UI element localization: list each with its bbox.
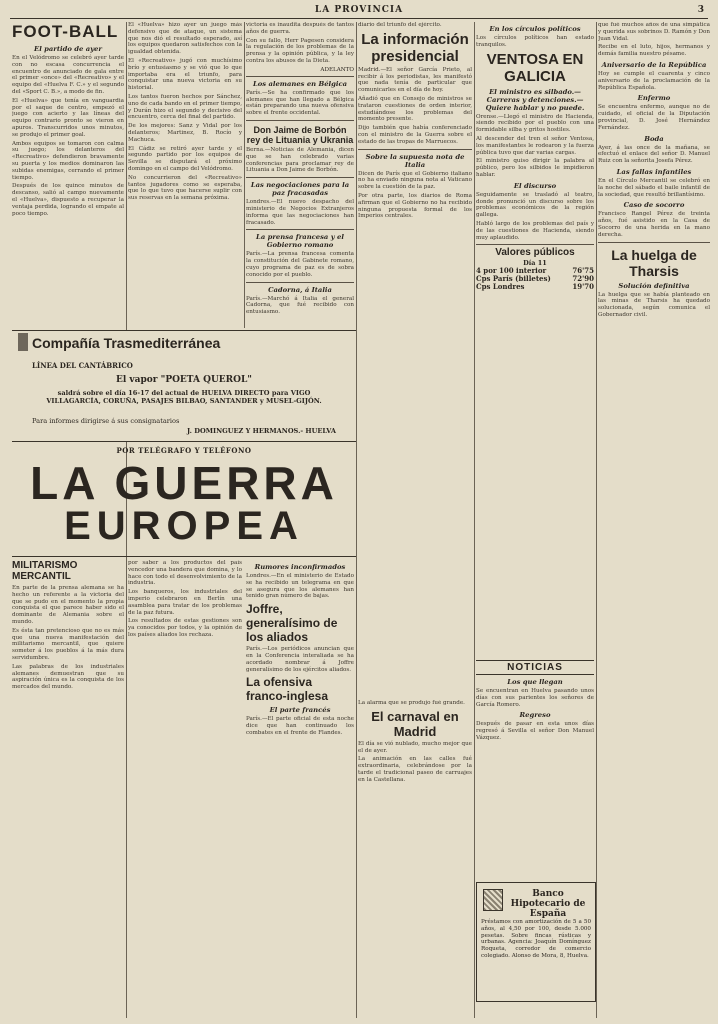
news-heading: Las negociaciones para la paz fracasadas [250, 181, 350, 198]
column-rule [474, 22, 475, 1018]
tharsis-subhead: Solución definitiva [618, 281, 690, 290]
article-paragraph: No concurrieron del «Recreativo» tantos jugadores como se esperaba, que lo que tuvo que hacerse suplir con sus reservas en la semana próxima. [128, 174, 242, 202]
football-headline: FOOT-BALL [12, 22, 119, 41]
ventosa-subhead: El ministro es silbado.—Carreras y detenciones.—Quiere hablar y no puede. [485, 87, 585, 112]
article-paragraph: Orense.—Llegó el ministro de Hacienda, siendo recibido por el pueblo con una formidable silba y gritos hostiles. [476, 113, 594, 134]
guerra-kicker: POR TELÉGRAFO Y TELÉFONO [116, 446, 252, 455]
article-paragraph: Ambos equipos se tomaron con calma su juego; los delanteros del «Recreativo» defendieron bravamente su puerta y los medios dominaron las subidas enemigas, cerrando el primer tiempo. [12, 140, 124, 181]
trasmediterranea-ad [12, 330, 356, 442]
article-paragraph: Añadió que en Consejo de ministros se trataron cuestiones de orden interior, estudiándose los problemas del momento presente. [358, 95, 472, 123]
article-paragraph: El día se vió nublado, mucho mejor que el de ayer. [358, 740, 472, 754]
column-militarismo [12, 560, 124, 1016]
article-paragraph: que fué muchos años de una simpática y querida sus sobrinos D. Ramón y Don Juan Vidal. [598, 22, 710, 42]
article-paragraph: El «Recreativo» jugó con muchísimo brío y entusiasmo y se vió que lo que importaba era el triunfo, para conquistar una nueva victoria en su historial. [128, 57, 242, 92]
valor-value: 76'75 [572, 266, 594, 276]
column-militarismo-cont [128, 560, 242, 1016]
masthead [10, 4, 708, 19]
article-paragraph: París.—El parte oficial de esta noche dice que han continuado los combates en el frente de Flandes. [246, 716, 354, 736]
news-heading: Don Jaime de Borbón rey de Lituania y Ukrania [246, 124, 354, 145]
article-paragraph: El «Huelva» hizo ayer un juego más defensivo que de ataque, un sistema que nos dió el resultado esperado, así los equipos quedaron satisfechos con la igualdad obtenida. [128, 22, 242, 56]
militarismo-headline: MILITARISMO MERCANTIL [12, 560, 78, 582]
flag-icon [18, 333, 28, 351]
article-paragraph: Hoy se cumple el cuarenta y cinco aniversario de la proclamación de la República Española. [598, 70, 710, 91]
article-paragraph: Recibe en el luto, hijos, hermanos y demás familia nuestro pésame. [598, 44, 710, 58]
news-heading: Rumores inconfirmados [254, 563, 346, 571]
article-paragraph: París.—Marchó á Italia el general Cadorna, que fué recibido con entusiasmo. [246, 295, 354, 316]
article-paragraph: Seguidamente se trasladó al teatro, donde pronunció un discurso sobre los problemas económicos de la región gallega. [476, 191, 594, 219]
article-paragraph: En el Círculo Mercantil se celebró en la noche del sábado el baile infantil de la sociedad, que resultó brillantísimo. [598, 177, 710, 198]
valor-label: Cps París (billetes) [476, 274, 551, 284]
tharsis-headline: La huelga de Tharsis [611, 246, 697, 279]
valor-label: Cps Londres [476, 282, 525, 292]
valores-day: Día 11 [523, 259, 547, 268]
article-paragraph: Los resultados de estas gestiones son ya conocidos por todos, y la opinión de los países aliados los rechaza. [128, 618, 242, 638]
news-heading: Los que llegan [507, 678, 563, 686]
ad-info: Para informes dirigirse á sus consignatarios [32, 417, 180, 425]
column-football [12, 22, 124, 326]
news-heading: Los alemanes en Bélgica [252, 79, 348, 88]
article-paragraph: Con su fallo, Herr Pagesen considera la regulación de los problemas de la prensa y la opinión pública, y la ley contra los abusos de la Dieta. [246, 37, 354, 64]
article-paragraph: Por otra parte, los diarios de Roma afirman que el Gobierno no ha recibido ninguna propuesta formal de los Imperios centrales. [358, 192, 472, 220]
valor-label: 4 por 100 interior [476, 266, 547, 276]
article-paragraph: El «Huelva» que tenía en vanguardia por el saque de centro, empezó el juego con acierto y las líneas del equipo contrario pronto se vieron en apuros. Transcurridos unos minutos, se produjo el primer goal. [12, 97, 124, 138]
article-paragraph: El Cádiz se retiró ayer tarde y el segundo partido por los equipos de Sevilla se disputará el próximo domingo en el campo del Velódromo. [128, 145, 242, 172]
article-paragraph: Los tantos fueron hechos por Sánchez, uno de cada bando en el primer tiempo, y Durán hizo el segundo y decisivo del encuentro, cerca del final del partido. [128, 93, 242, 121]
guerra-banner [12, 446, 356, 557]
article-paragraph: La huelga que se había planteado en las minas de Tharsis ha quedado solucionada, según comunica el Gobernador civil. [598, 291, 710, 318]
news-heading: La prensa francesa y el Gobierno romano [256, 233, 344, 250]
ad-route: saldrá sobre el día 16-17 del actual de HUELVA DIRECTO para VIGO VILLAGARCÍA, CORUÑA, PASAJES BILBAO, SANTANDER y MUSEL-GIJÓN. [46, 389, 322, 405]
newspaper-title: LA PROVINCIA [314, 5, 404, 15]
column-noticias [476, 660, 594, 876]
ad-agent: J. DOMINGUEZ Y HERMANOS.- HUELVA [187, 427, 336, 435]
guerra-title-line2: EUROPEA [64, 504, 304, 548]
bank-name: Banco Hipotecario de España [510, 889, 586, 919]
valor-row [476, 283, 594, 291]
article-paragraph: Los círculos políticos han estado tranquilos. [476, 35, 594, 48]
news-heading: Regreso [519, 711, 551, 720]
news-heading: Enfermo [637, 94, 671, 103]
news-heading: Las fallas infantiles [616, 167, 692, 176]
page-number: 3 [697, 5, 704, 15]
column-rule [596, 22, 597, 1018]
news-heading: El parte francés [269, 706, 331, 715]
column-ventosa [476, 22, 594, 642]
joffre-headline: Joffre, generalísimo de los aliados [246, 602, 338, 645]
article-paragraph: Después de los quince minutos de descanso, salió al campo nuevamente el «Huelva», dispuesto a recuperar la ventaja perdida, logrando el empate al poco tiempo. [12, 183, 124, 217]
article-paragraph: Dijo también que había conferenciado con el ministro de la Guerra sobre el estado de las tropas de Marruecos. [358, 125, 472, 145]
column-joffre [246, 560, 354, 1016]
article-paragraph: Se encuentran en Huelva pasando unos días con sus parientes los señores de García Romero. [476, 688, 594, 708]
article-paragraph: La animación en las calles fué extraordinaria, celebrándose por la tarde el tradicional paseo de carruajes en la Castellana. [358, 756, 472, 783]
article-paragraph: victoria es inaudita después de tantos años de guerra. [246, 22, 354, 35]
article-signature: ADELANTO [320, 66, 354, 73]
news-heading: Aniversario de la República [601, 60, 707, 69]
football-subhead: El partido de ayer [34, 45, 102, 53]
article-paragraph: Ayer, á las once de la mañana, se efectuó el enlace del señor D. Manuel Ruiz con la señorita Josefa Pérez. [598, 144, 710, 165]
article-paragraph: diario del triunfo del ejército. [358, 22, 442, 28]
column-rule [356, 22, 357, 1018]
article-paragraph: Las palabras de los industriales alemanes demuestran que su aspiración única es la conquista de los mercados del mundo. [12, 663, 124, 691]
column-local [598, 22, 710, 1018]
article-paragraph: En el Velódromo se celebró ayer tarde con no escasa concurrencia el encuentro de anunciado de gala entre el primer «once» del «Recreativo» y el equipo del «Huelva F. C.» y el segundo del «Sport C. B.», a modo de fin. [12, 55, 124, 95]
column-presidential [358, 22, 472, 492]
article-paragraph: En parte de la prensa alemana se ha hecho un referente a la victoria del que se pudo en el momento la propia conquista el que parece haber sido el dominante de Alemania sobre el mundo. [12, 585, 124, 625]
news-heading: En los círculos políticos [489, 25, 581, 33]
valores-heading: Valores públicos [495, 247, 575, 259]
article-paragraph: Berna.—Noticias de Alemania, dicen que se han celebrado varias conferencias para proclamar rey de Lituania a Don Jaime de Borbón. [246, 146, 354, 174]
column-carnaval [358, 700, 472, 1016]
article-paragraph: Londres.—En el ministerio de Estado se ha recibido un telegrama en que se asegura que los alemanes han tenido gran número de bajas. [246, 573, 354, 600]
article-paragraph: por saber a los productos del país vencedor una bandera que domina, y lo hace con todo el desenvolvimiento de la industria. [128, 560, 242, 587]
ad-title: Compañía Trasmediterránea [32, 335, 221, 351]
guerra-title-line1: LA GUERRA [30, 457, 338, 509]
article-paragraph: París.—Los periódicos anuncian que en la Conferencia interaliada se ha acordado nombrar á Joffre generalísimo de los ejércitos aliados. [246, 646, 354, 673]
presidential-headline: La información presidencial [361, 30, 469, 65]
article-paragraph: Es ésta tan pretencioso que no es más que una nueva manifestación del militarismo mercantil, que quiere someter á los pueblos á la más dura servidumbre. [12, 627, 124, 661]
ad-line-name: LÍNEA DEL CANTÁBRICO [32, 361, 133, 370]
news-heading: Caso de socorro [623, 201, 685, 210]
news-heading: Sobre la supuesta nota de Italia [365, 152, 465, 169]
article-paragraph: Madrid.—El señor García Prieto, al recibir á los periodistas, les manifestó que nada tenía de particular que comunicarles en el día de hoy. [358, 66, 472, 94]
ofensiva-headline: La ofensiva franco-inglesa [246, 675, 329, 704]
valor-value: 19'70 [572, 282, 594, 292]
article-paragraph: Al descender del tren el señor Ventosa, los manifestantes le rodearon y la fuerza pública tuvo que dar varias cargas. [476, 135, 594, 156]
column-football-cont [128, 22, 242, 326]
carnaval-headline: El carnaval en Madrid [371, 708, 459, 739]
article-paragraph: París.—Se ha confirmado que los alemanes que han llegado a Bélgica están preparando una nueva ofensiva sobre el frente occidental. [246, 89, 354, 117]
article-paragraph: Habló largo de los problemas del país y de las cuestiones de Hacienda, siendo muy aplaudido. [476, 220, 594, 241]
article-paragraph: París.—La prensa francesa comenta la constitución del Gabinete romano, cuyo programa de paz es de sobra conocido por el pueblo. [246, 251, 354, 278]
article-paragraph: De los mejores: Sanz y Vidal por los delanteros; Martinez, B. Rocío y Machuca. [128, 123, 242, 143]
ventosa-headline: VENTOSA EN GALICIA [486, 50, 584, 85]
news-heading: Cadorna, á Italia [268, 285, 332, 294]
article-paragraph: La alarma que se produjo fué grande. [358, 700, 465, 706]
banco-hipotecario-ad [476, 882, 596, 1002]
bank-logo-icon [483, 889, 503, 911]
noticias-headline: NOTICIAS [476, 660, 594, 675]
article-paragraph: Dicen de París que el Gobierno italiano no ha enviado ninguna nota al Vaticano sobre la cuestión de la paz. [358, 170, 472, 191]
ad-vapor: El vapor "POETA QUEROL" [115, 375, 252, 385]
article-paragraph: Los banqueros, los industriales del imperio celebraron en Berlín una asamblea para tratar de los problemas de la paz futura. [128, 589, 242, 616]
article-paragraph: Francisco Rangel Pérez de treinta años, fué asistido en la Casa de Socorro de una herida en la mano derecha. [598, 211, 710, 238]
news-heading: Boda [644, 134, 664, 143]
article-paragraph: Se encuentra enfermo, aunque no de cuidado, el oficial de la Diputación provincial, D. José Hernández Fernández. [598, 104, 710, 131]
column-rule [244, 22, 245, 328]
article-paragraph: Londres.—El nuevo despacho del ministerio de Negocios Extranjeros informa que las negociaciones han fracasado. [246, 199, 354, 226]
valores-publicos [476, 249, 594, 291]
news-heading: El discurso [513, 181, 557, 190]
valor-value: 72'90 [572, 274, 594, 284]
article-paragraph: El ministro quiso dirigir la palabra al público, pero los silbidos le impidieron hablar. [476, 158, 594, 178]
bank-ad-text: Préstamos con amortización de 5 a 50 años, al 4,50 por 100, desde 5.000 pesetas. Sobre fincas rústicas y urbanas. Agencia: Joaquín Domínguez Roqueta, corredor de comercio colegiado. Alonso de Mora, 8, Huelva. [481, 919, 591, 959]
article-paragraph: Después de pasar en esta unos días regresó á Sevilla el señor Don Manuel Vázquez. [476, 721, 594, 741]
